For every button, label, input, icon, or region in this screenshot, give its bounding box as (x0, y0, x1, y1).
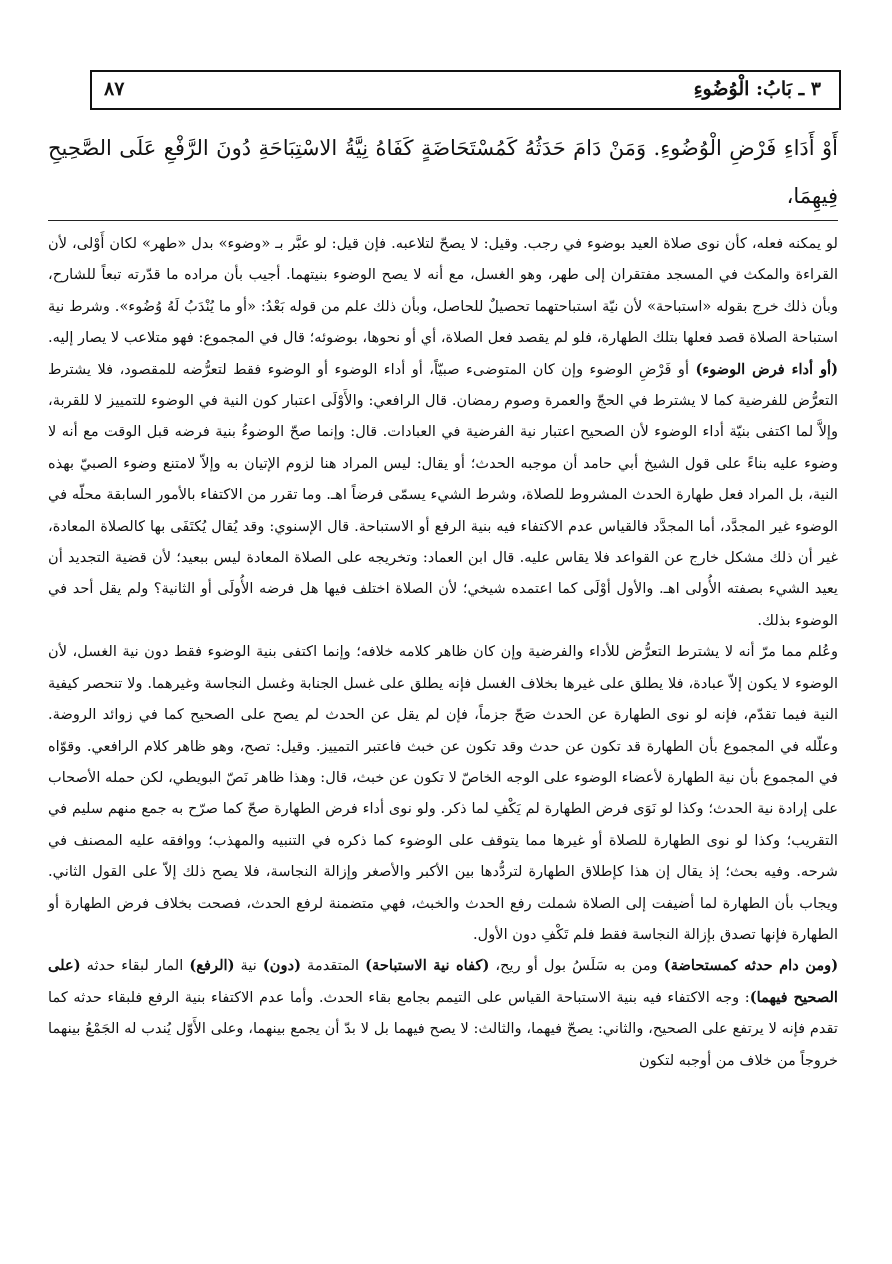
commentary-paragraph-1 (48, 228, 838, 636)
commentary-text: ومن به سَلَسُ بول أو ريح، (495, 957, 658, 975)
main-text: أَوْ أَدَاءِ فَرْضِ الْوُضُوءِ. وَمَنْ دَامَ حَدَثُهُ كَمُسْتَحَاضَةٍ كَفَاهُ نِيَّةُ الاسْتِبَاحَةِ دُونَ الرَّفْعِ عَلَى الصَّحِيحِ فِيهِمَا، (48, 136, 838, 208)
commentary-text: المتقدمة (307, 957, 360, 975)
running-header (90, 70, 841, 110)
quoted-matn: (ومن دام حدثه كمستحاضة) (663, 957, 839, 975)
quoted-matn: (الرفع) (189, 957, 235, 975)
commentary-paragraph-3 (48, 950, 838, 1076)
chapter-title: ٣ ـ بَابُ: الْوُضُوءِ (693, 78, 821, 100)
commentary-text: نية (240, 957, 257, 975)
commentary (48, 228, 838, 1076)
commentary-text: لو يمكنه فعله، كأن نوى صلاة العيد بوضوء في رجب. وقيل: لا يصحّ لتلاعبه. فإن قيل: لو عبَّر بـ «وضوء» بدل «طهر» لكان أَوْلى، لأن القراءة والمكث في المسجد مفتقران إلى طهر، وهو الغسل، مع أنه لا يصح الوضوء بنيتهما. أجيب بأن مراده ما قدّرته تبعاً للشارح، وبأن ذلك خرج بقوله «استباحة» لأن نيّة استباحتهما تحصيلٌ للحاصل، وبأن ذلك علم من قوله بَعْدُ: «أو ما يُنْدَبُ لَهُ وُضُوء». وشرط نية استباحة الصلاة قصد فعلها بتلك الطهارة، فلو لم يقصد فعل الصلاة، أي أو نحوها، بوضوئه؛ قال في المجموع: فهو متلاعب لا يصار إليه. (48, 235, 839, 347)
quoted-matn: (أو أداء فرض الوضوء) (695, 360, 838, 378)
commentary-text: : وجه الاكتفاء فيه بنية الاستباحة القياس على التيمم بجامع بقاء الحدث. وأما عدم الاكتفاء بنية الرفع فلبقاء حدثه كما تقدم فإنه لا يرتفع على الصحيح، والثاني: يصحّ فيهما، والثالث: لا يصح فيهما بل لا بدّ أن يجمع بينهما، وعلى الأَوّل يُندب له الجَمْعُ بينهما خروجاً من خلاف من أوجبه لتكون (48, 988, 838, 1069)
quoted-matn: (دون) (262, 957, 301, 975)
separator-rule (48, 220, 838, 221)
quoted-matn: (كفاه نية الاستباحة) (365, 957, 490, 975)
page-number: ٨٧ (104, 78, 125, 100)
commentary-paragraph-2: وعُلم مما مرّ أنه لا يشترط التعرُّض للأداء والفرضية وإن كان ظاهر كلامه خلافه؛ وإنما اكتفى بنية الوضوء فقط دون نية الغسل، لأن الوضوء لا يكون إلاّ عبادة، فلا يطلق على غيرها بخلاف الغسل فإنه يطلق على غسل الجنابة وغسل النجاسة وغيرهما. ولا تنحصر كيفية النية فيما تقدّم، فإنه لو نوى الطهارة عن الحدث صَحّ جزماً، فإن لم يقل عن الحدث لم يصح على الصحيح كما في زوائد الروضة. وعلّله في المجموع بأن الطهارة قد تكون عن حدث وقد تكون عن خبث فاعتبر التمييز. وقيل: تصح، وهو ظاهر كلام الرافعي. وقوّاه في المجموع بأن نية الطهارة لأعضاء الوضوء على الوجه الخاصّ لا تكون عن خبث، قال: وهذا ظاهر نَصّ البويطي، لكن حمله الأصحاب على إرادة نية الحدث؛ وكذا لو نَوَى فرض الطهارة لم يَكْفِ لما ذكر. ولو نوى أداء فرض الطهارة صحّ كما صرّح به جمع منهم سليم في التقريب؛ وكذا لو نوى الطهارة للصلاة أو غيرها مما يتوقف على الوضوء كما ذكره في التنبيه والمهذب؛ ووافقه عليه المصنف في شرحه. وفيه بحث؛ إذ يقال إن هذا كإطلاق الطهارة لتردُّدها بين الأكبر والأصغر وإزالة النجاسة، فلا يصح ذلك إلاّ على القول الثاني. ويجاب بأن الطهارة لما أضيفت إلى الصلاة شملت رفع الحدث والخبث، فهي متضمنة لرفع الحدث، فصحت بخلاف فرض الطهارة أو الطهارة فإنها تصدق بإزالة النجاسة فقط فلم تَكْفِ دون الأول. (48, 643, 838, 943)
commentary-text: أو فَرْضِ الوضوء وإن كان المتوضىء صبيّاً، أو أداء الوضوء أو الوضوء فقط لتعرُّضه للمقصود، فلا يشترط التعرُّض للفرضية كما لا يشترط في الحجّ والعمرة وصوم رمضان. قال الرافعي: والأَوْلَى اعتبار كون النية في الوضوء للتمييز لا للقربة، وإلاَّ لما اكتفى بنيّة أداء الوضوء لأن الصحيح اعتبار نية الفرضية في العبادات. قال: وإنما صحّ الوضوءُ بنية فرضه قبل الوقت مع أنه لا وضوء عليه بناءً على قول الشيخ أبي حامد أن موجبه الحدث؛ أو يقال: ليس المراد هنا لزوم الإتيان به وإلاّ لامتنع وضوء الصبيّ بهذه النية، بل المراد فعل طهارة الحدث المشروط للصلاة، وشرط الشيء يسمّى فرضاً اهـ. وما تقرر من الاكتفاء بالأمور السابقة محلّه في الوضوء غير المجدَّد، أما المجدَّد فالقياس عدم الاكتفاء فيه بنية الرفع أو الاستباحة. قال الإسنوي: وقد يُقال يُكتَفَى بها كالصلاة المعادة، غير أن ذلك مشكل خارج عن القواعد فلا يقاس عليه. قال ابن العماد: وتخريجه على الصلاة المعادة ليس ببعيد؛ لأن قضية التجديد أن يعيد الشيء بصفته الأُولى اهـ. والأول أوْلَى كما اعتمده شيخي؛ لأن الصلاة اختلف فيها هل فرضه الأُولَى أو الثانية؟ ولم يقل أحد في الوضوء بذلك. (48, 360, 838, 629)
commentary-text: المار لبقاء حدثه (86, 957, 184, 975)
quoted-matn: (على الصحيح فيهما) (48, 957, 838, 1006)
